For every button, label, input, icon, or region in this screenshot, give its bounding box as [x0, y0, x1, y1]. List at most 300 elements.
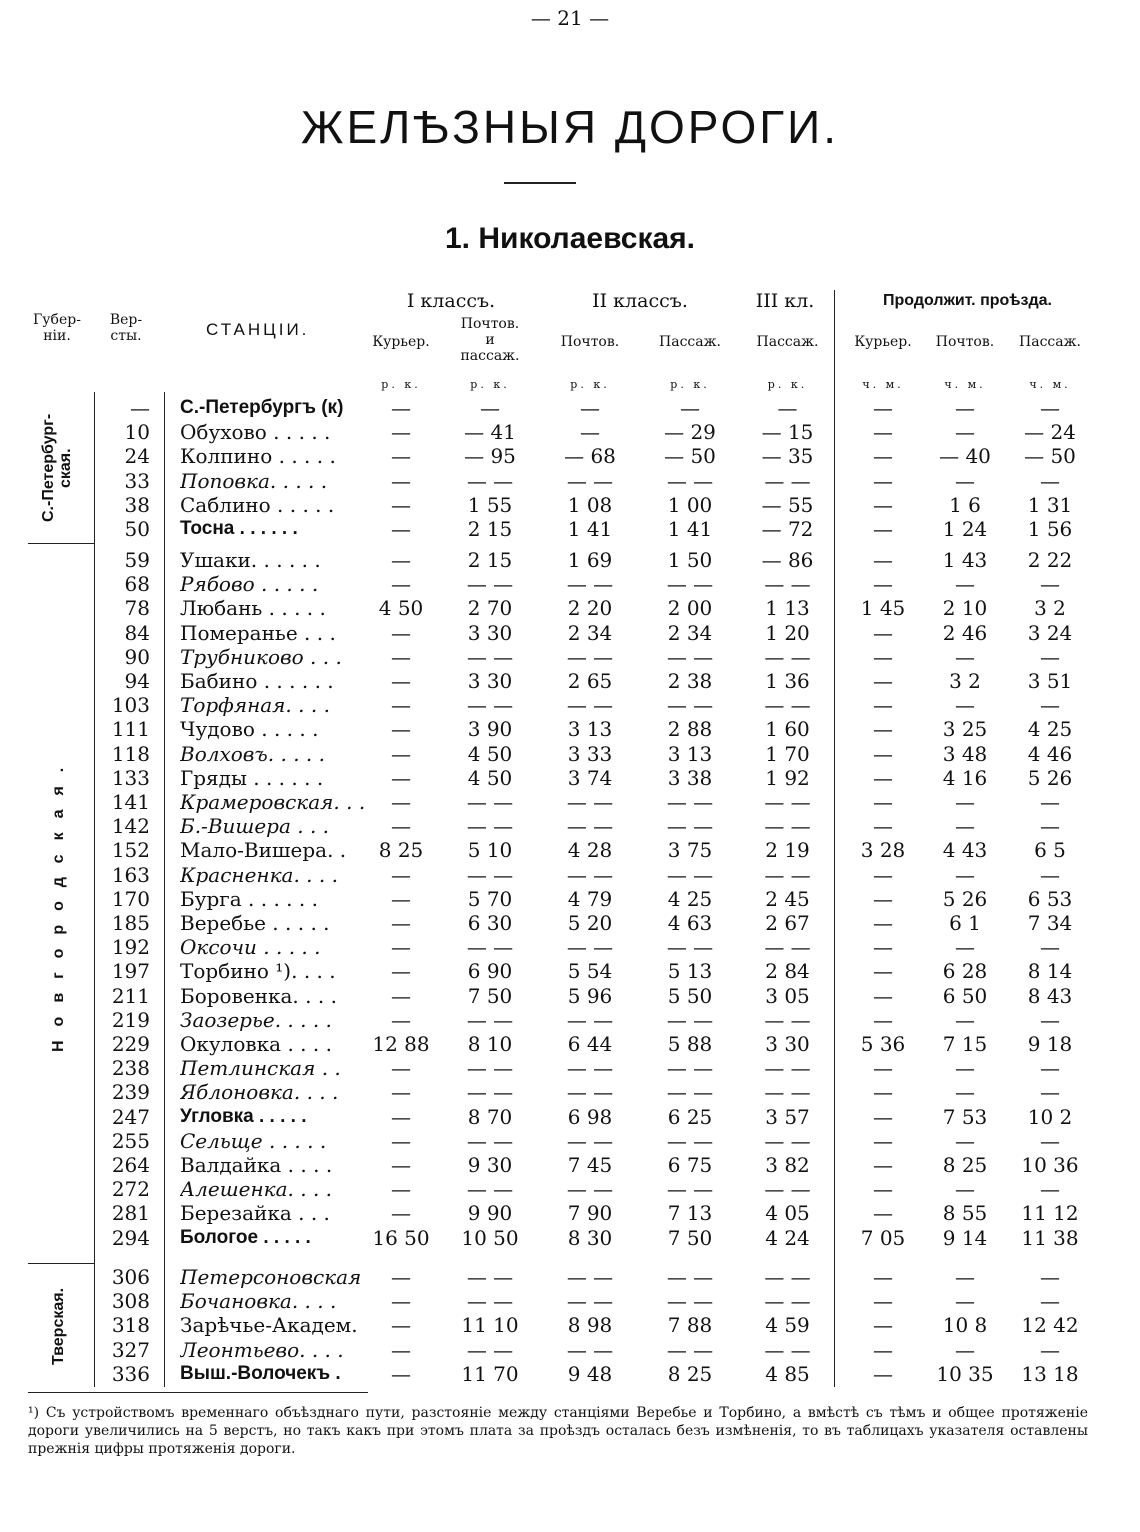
versty-value: 336	[111, 1361, 150, 1386]
station-name: Бабино . . . . . .	[180, 669, 334, 693]
header-passazh-3: Пассаж.	[756, 334, 819, 350]
kurier-1-value: 16 50	[372, 1225, 430, 1250]
footnote: ¹) Съ устройствомъ временнаго объѣзднаго пути, разстояніе между станціями Веребье и Торбино, а вмѣстѣ съ тѣмъ и общее протяженіе дороги увеличились на 5 верстъ, но такъ какъ при этомъ плата за проѣздъ осталась безъ измѣненія, то въ таблицахъ указателя оставлены прежнія цифры протяженія дороги.	[28, 1405, 1088, 1457]
passazh-3-value: 2 84	[765, 959, 810, 984]
kurier-1-value: —	[391, 517, 411, 541]
pochtov-2-value: 1 69	[567, 548, 613, 572]
passazh-3-value: — 35	[761, 444, 814, 469]
table-row	[0, 1129, 1140, 1153]
kurier-4-value: —	[873, 1104, 893, 1129]
station-name: Боровенка. . . .	[180, 983, 337, 1008]
passazh-2-value: 1 50	[667, 548, 713, 572]
passazh-3-value: — —	[764, 1056, 811, 1081]
passazh-3-value: — —	[764, 468, 811, 493]
kurier-1-value: —	[391, 548, 411, 572]
pochtov-4-value: —	[955, 644, 975, 669]
pochtov-passazh-1-value: 7 50	[467, 983, 513, 1008]
region-tver: Тверская.	[50, 1287, 67, 1365]
kurier-1-value: —	[391, 1289, 411, 1314]
header-kurier-4: Курьер.	[854, 334, 912, 350]
versty-value: 318	[111, 1313, 150, 1338]
kurier-1-value: —	[391, 862, 411, 887]
passazh-4-value: —	[1040, 935, 1060, 960]
table-row	[0, 517, 1140, 541]
pochtov-4-value: —	[955, 1007, 975, 1032]
passazh-3-value: — —	[764, 935, 811, 960]
kurier-4-value: —	[873, 1289, 893, 1314]
pochtov-2-value: 3 13	[567, 717, 613, 742]
passazh-3-value: — —	[764, 790, 811, 814]
table-row	[0, 396, 1140, 420]
station-name: Зарѣчье-Академ.	[180, 1313, 358, 1338]
passazh-3-value: 4 24	[765, 1225, 810, 1250]
pochtov-passazh-1-value: — —	[466, 814, 514, 839]
passazh-4-value: 4 25	[1027, 717, 1073, 742]
pochtov-2-value: 4 79	[567, 886, 613, 911]
table-row	[0, 959, 1140, 983]
pochtov-2-value: — —	[566, 644, 614, 669]
pochtov-2-value: — —	[566, 468, 614, 493]
passazh-3-value: — —	[764, 1080, 811, 1105]
pochtov-4-value: 5 26	[942, 886, 988, 911]
versty-value: 272	[111, 1177, 150, 1202]
passazh-4-value: —	[1040, 1080, 1060, 1105]
passazh-2-value: — —	[666, 935, 714, 960]
pochtov-2-value: 5 96	[567, 983, 613, 1008]
pochtov-4-value: —	[955, 1177, 975, 1202]
pochtov-4-value: —	[955, 468, 975, 493]
versty-value: 111	[111, 717, 150, 742]
kurier-4-value: —	[873, 886, 893, 911]
pochtov-passazh-1-value: 2 15	[467, 548, 513, 572]
station-name: Гряды . . . . . .	[180, 765, 324, 790]
table-row	[0, 911, 1140, 935]
pochtov-passazh-1-value: — —	[466, 1080, 514, 1105]
pochtov-passazh-1-value: — —	[466, 1056, 514, 1081]
pochtov-4-value: 9 14	[942, 1225, 988, 1250]
kurier-4-value: —	[873, 1056, 893, 1081]
pochtov-passazh-1-value: —	[480, 396, 500, 420]
kurier-1-value: —	[391, 717, 411, 742]
station-name: Угловка . . . . .	[180, 1105, 307, 1127]
passazh-2-value: — —	[666, 1056, 714, 1081]
passazh-2-value: 6 75	[667, 1153, 713, 1177]
table-row	[0, 1080, 1140, 1104]
kurier-4-value: —	[873, 862, 893, 887]
passazh-3-value: — 72	[761, 517, 814, 541]
station-name: Трубниково . . .	[180, 644, 342, 669]
pochtov-passazh-1-value: 8 70	[467, 1104, 513, 1129]
passazh-4-value: 11 12	[1021, 1201, 1079, 1226]
kurier-4-value: —	[873, 620, 893, 645]
header-class3: III кл.	[755, 290, 815, 312]
station-name: Ушаки. . . . . .	[180, 548, 321, 572]
kurier-1-value: —	[391, 620, 411, 645]
units-2: р. к.	[470, 378, 510, 391]
kurier-1-value: 8 25	[378, 838, 424, 863]
pochtov-passazh-1-value: — —	[466, 468, 514, 493]
table-row	[0, 493, 1140, 517]
pochtov-2-value: — —	[566, 1177, 614, 1202]
passazh-3-value: 1 13	[765, 596, 810, 621]
station-name: Оксочи . . . . .	[180, 935, 321, 960]
versty-value: 78	[124, 596, 150, 621]
table-row	[0, 420, 1140, 444]
passazh-3-value: 4 59	[765, 1313, 810, 1338]
passazh-3-value: — 15	[761, 420, 814, 445]
table-row	[0, 935, 1140, 959]
versty-value: 219	[111, 1007, 150, 1032]
station-name: Березайка . . .	[180, 1201, 330, 1226]
pochtov-4-value: 3 48	[942, 741, 988, 766]
passazh-3-value: 1 60	[765, 717, 810, 742]
kurier-1-value: 4 50	[378, 596, 424, 621]
station-name: Любань . . . . .	[180, 596, 326, 621]
station-name: Б.-Вишера . . .	[180, 814, 330, 839]
passazh-4-value: —	[1040, 693, 1060, 718]
pochtov-4-value: 8 55	[942, 1201, 988, 1226]
station-name: Волховъ. . . . .	[180, 741, 325, 766]
passazh-4-value: —	[1040, 572, 1060, 597]
region-spb: С.-Петербург- ская.	[40, 413, 74, 523]
passazh-2-value: 7 50	[667, 1225, 713, 1250]
pochtov-2-value: — —	[566, 1128, 614, 1153]
pochtov-2-value: — —	[566, 1080, 614, 1105]
pochtov-4-value: —	[955, 1289, 975, 1314]
pochtov-passazh-1-value: 4 50	[467, 765, 513, 790]
pochtov-2-value: —	[580, 420, 600, 445]
versty-value: 152	[111, 838, 150, 863]
passazh-2-value: 4 63	[667, 911, 713, 935]
versty-value: 118	[111, 741, 150, 766]
passazh-2-value: 3 75	[667, 838, 713, 863]
passazh-4-value: 10 36	[1021, 1153, 1079, 1177]
pochtov-2-value: 1 41	[567, 517, 613, 541]
station-name: Рябово . . . . .	[180, 572, 319, 597]
passazh-4-value: —	[1040, 814, 1060, 839]
passazh-4-value: 2 22	[1027, 548, 1073, 572]
passazh-4-value: —	[1040, 1128, 1060, 1153]
versty-value: 264	[111, 1153, 150, 1177]
kurier-4-value: —	[873, 911, 893, 935]
kurier-1-value: —	[391, 1104, 411, 1129]
passazh-4-value: —	[1040, 1007, 1060, 1032]
kurier-1-value: —	[391, 572, 411, 597]
pochtov-passazh-1-value: 6 30	[467, 911, 513, 935]
pochtov-passazh-1-value: — —	[466, 1007, 514, 1032]
pochtov-4-value: 7 53	[942, 1104, 988, 1129]
versty-value: 239	[111, 1080, 150, 1105]
station-name: Яблоновка. . . .	[180, 1080, 339, 1105]
pochtov-4-value: 4 16	[942, 765, 988, 790]
pochtov-4-value: —	[955, 1056, 975, 1081]
pochtov-4-value: —	[955, 1265, 975, 1289]
versty-value: 308	[111, 1289, 150, 1314]
kurier-1-value: —	[391, 444, 411, 469]
passazh-2-value: 1 41	[667, 517, 713, 541]
kurier-4-value: —	[873, 693, 893, 718]
versty-value: 133	[111, 765, 150, 790]
passazh-2-value: 3 38	[667, 765, 713, 790]
passazh-4-value: — 24	[1024, 420, 1076, 445]
pochtov-2-value: 3 74	[567, 765, 613, 790]
passazh-3-value: 4 05	[765, 1201, 810, 1226]
kurier-4-value: —	[873, 814, 893, 839]
units-8: ч. м.	[1029, 378, 1071, 391]
pochtov-4-value: 3 2	[949, 669, 981, 693]
pochtov-passazh-1-value: 4 50	[467, 741, 513, 766]
header-pochtov-4: Почтов.	[935, 334, 995, 350]
pochtov-passazh-1-value: 11 10	[461, 1313, 519, 1338]
table-row	[0, 742, 1140, 766]
passazh-3-value: — —	[764, 1128, 811, 1153]
pochtov-4-value: — 40	[939, 444, 991, 469]
pochtov-passazh-1-value: — —	[466, 935, 514, 960]
versty-value: 247	[111, 1104, 150, 1129]
versty-value: 33	[124, 468, 150, 493]
kurier-4-value: —	[873, 492, 893, 517]
passazh-4-value: —	[1040, 1337, 1060, 1362]
pochtov-passazh-1-value: — —	[466, 1337, 514, 1362]
passazh-3-value: 2 45	[765, 886, 810, 911]
versty-value: 103	[111, 693, 150, 718]
versty-value: 94	[124, 669, 150, 693]
passazh-2-value: — —	[666, 862, 714, 887]
station-name: Окуловка . . . .	[180, 1032, 332, 1056]
versty-value: 238	[111, 1056, 150, 1081]
kurier-1-value: —	[391, 396, 411, 420]
pochtov-2-value: — —	[566, 862, 614, 887]
pochtov-2-value: 7 90	[567, 1201, 613, 1226]
table-row	[0, 1265, 1140, 1289]
kurier-1-value: —	[391, 1177, 411, 1202]
kurier-1-value: —	[391, 886, 411, 911]
pochtov-2-value: 8 30	[567, 1225, 613, 1250]
station-name: Торфяная. . . .	[180, 693, 330, 718]
pochtov-passazh-1-value: — 41	[464, 420, 516, 445]
kurier-1-value: —	[391, 644, 411, 669]
pochtov-4-value: —	[955, 572, 975, 597]
passazh-2-value: — —	[666, 1177, 714, 1202]
header-duration: Продолжит. проѣзда.	[883, 292, 1052, 309]
region-divider-2	[28, 1263, 94, 1264]
passazh-2-value: 2 00	[667, 596, 713, 621]
passazh-3-value: — 55	[761, 492, 814, 517]
versty-value: 255	[111, 1128, 150, 1153]
passazh-4-value: 1 31	[1027, 492, 1073, 517]
versty-value: 192	[111, 935, 150, 960]
table-row	[0, 1153, 1140, 1177]
passazh-3-value: — —	[764, 1007, 811, 1032]
passazh-3-value: — —	[764, 1177, 811, 1202]
pochtov-2-value: —	[580, 396, 600, 420]
table-row	[0, 838, 1140, 862]
passazh-4-value: —	[1040, 1056, 1060, 1081]
pochtov-2-value: — —	[566, 572, 614, 597]
kurier-1-value: —	[391, 420, 411, 445]
passazh-3-value: 1 92	[765, 765, 810, 790]
pochtov-passazh-1-value: 5 70	[467, 886, 513, 911]
table-row	[0, 1032, 1140, 1056]
passazh-2-value: 1 00	[667, 492, 713, 517]
passazh-3-value: 3 05	[765, 983, 810, 1008]
passazh-2-value: —	[680, 396, 700, 420]
pochtov-2-value: 2 65	[567, 669, 613, 693]
kurier-1-value: —	[391, 1080, 411, 1105]
pochtov-2-value: — 68	[564, 444, 616, 469]
passazh-2-value: — —	[666, 572, 714, 597]
versty-value: 142	[111, 814, 150, 839]
header-class1: I классъ.	[406, 290, 496, 312]
pochtov-4-value: 6 28	[942, 959, 988, 984]
units-4: р. к.	[670, 378, 710, 391]
versty-value: 50	[124, 517, 150, 541]
kurier-4-value: 7 05	[860, 1225, 906, 1250]
versty-value: 84	[124, 620, 150, 645]
table-row	[0, 1105, 1140, 1129]
kurier-1-value: —	[391, 1313, 411, 1338]
section-title: 1. Николаевская.	[444, 222, 695, 255]
pochtov-passazh-1-value: 11 70	[461, 1361, 519, 1386]
table-row	[0, 1313, 1140, 1337]
passazh-4-value: —	[1040, 790, 1060, 814]
passazh-3-value: — 86	[761, 548, 814, 572]
passazh-3-value: 1 20	[765, 620, 810, 645]
page-title: ЖЕЛѢЗНЫЯ ДОРОГИ.	[301, 101, 839, 153]
pochtov-passazh-1-value: 6 90	[467, 959, 513, 984]
region-divider-1	[28, 543, 94, 544]
kurier-1-value: —	[391, 492, 411, 517]
versty-value: 185	[111, 911, 150, 935]
pochtov-passazh-1-value: 8 10	[467, 1032, 513, 1056]
table-row	[0, 1226, 1140, 1250]
kurier-1-value: —	[391, 1361, 411, 1386]
kurier-4-value: 5 36	[860, 1032, 906, 1056]
pochtov-2-value: 5 20	[567, 911, 613, 935]
versty-value: 197	[111, 959, 150, 984]
station-name: Веребье . . . . .	[180, 911, 330, 935]
header-passazh-4: Пассаж.	[1019, 334, 1081, 350]
pochtov-passazh-1-value: — —	[466, 693, 514, 718]
pochtov-4-value: 4 43	[942, 838, 988, 863]
station-name: Выш.-Волочекъ .	[180, 1362, 341, 1384]
pochtov-2-value: 6 44	[567, 1032, 613, 1056]
kurier-4-value: —	[873, 1177, 893, 1202]
passazh-3-value: — —	[764, 1337, 811, 1362]
pochtov-4-value: 1 24	[942, 517, 988, 541]
kurier-1-value: —	[391, 1337, 411, 1362]
passazh-4-value: 11 38	[1021, 1225, 1079, 1250]
kurier-1-value: —	[391, 983, 411, 1008]
passazh-4-value: 7 34	[1027, 911, 1073, 935]
passazh-3-value: 3 57	[765, 1104, 810, 1129]
table-row	[0, 693, 1140, 717]
station-name: Померанье . . .	[180, 620, 336, 645]
passazh-4-value: 12 42	[1021, 1313, 1079, 1338]
passazh-2-value: 7 13	[667, 1201, 713, 1226]
versty-value: 306	[111, 1265, 150, 1289]
station-name: Саблино . . . . .	[180, 492, 335, 517]
pochtov-2-value: 9 48	[567, 1361, 613, 1386]
versty-value: 68	[124, 572, 150, 597]
pochtov-4-value: —	[955, 814, 975, 839]
kurier-4-value: —	[873, 548, 893, 572]
pochtov-passazh-1-value: 2 70	[467, 596, 513, 621]
passazh-4-value: 5 26	[1027, 765, 1073, 790]
pochtov-4-value: —	[955, 396, 975, 420]
passazh-4-value: 3 51	[1027, 669, 1073, 693]
kurier-4-value: —	[873, 517, 893, 541]
station-name: Колпино . . . . .	[180, 444, 336, 469]
pochtov-2-value: 7 45	[567, 1153, 613, 1177]
passazh-2-value: — —	[666, 1289, 714, 1314]
units-7: ч. м.	[944, 378, 986, 391]
kurier-4-value: —	[873, 1080, 893, 1105]
table-row	[0, 596, 1140, 620]
pochtov-4-value: —	[955, 862, 975, 887]
pochtov-passazh-1-value: — —	[466, 572, 514, 597]
header-passazh-2: Пассаж.	[659, 334, 721, 350]
passazh-2-value: — —	[666, 790, 714, 814]
passazh-2-value: 4 25	[667, 886, 713, 911]
region-novgorod: Новгородская.	[50, 753, 67, 1053]
pochtov-passazh-1-value: — —	[466, 1265, 514, 1289]
pochtov-2-value: — —	[566, 1337, 614, 1362]
station-name: Крамеровская. . .	[180, 790, 365, 814]
pochtov-2-value: — —	[566, 935, 614, 960]
pochtov-4-value: —	[955, 420, 975, 445]
passazh-3-value: — —	[764, 572, 811, 597]
passazh-3-value: — —	[764, 1265, 811, 1289]
title-divider	[504, 182, 576, 184]
kurier-4-value: —	[873, 1007, 893, 1032]
versty-value: —	[130, 396, 150, 420]
station-name: Бурга . . . . . .	[180, 886, 318, 911]
kurier-1-value: —	[391, 959, 411, 984]
header-pochtov-passazh-1: Почтов. и пассаж.	[460, 316, 520, 364]
pochtov-passazh-1-value: — —	[466, 862, 514, 887]
kurier-4-value: —	[873, 444, 893, 469]
kurier-1-value: —	[391, 468, 411, 493]
units-6: ч. м.	[862, 378, 904, 391]
kurier-4-value: —	[873, 935, 893, 960]
pochtov-2-value: 5 54	[567, 959, 613, 984]
kurier-4-value: —	[873, 1201, 893, 1226]
kurier-1-value: —	[391, 1056, 411, 1081]
table-row	[0, 669, 1140, 693]
pochtov-4-value: 1 6	[949, 492, 981, 517]
table-row	[0, 1056, 1140, 1080]
passazh-2-value: — 50	[664, 444, 716, 469]
header-gubernii: Губер- ніи.	[33, 312, 81, 344]
kurier-4-value: —	[873, 959, 893, 984]
table-row	[0, 984, 1140, 1008]
table-row	[0, 444, 1140, 468]
station-name: Бологое . . . . .	[180, 1226, 311, 1248]
passazh-2-value: — —	[666, 1080, 714, 1105]
table-row	[0, 863, 1140, 887]
passazh-4-value: 6 53	[1027, 886, 1073, 911]
pochtov-2-value: — —	[566, 814, 614, 839]
passazh-2-value: — —	[666, 644, 714, 669]
pochtov-4-value: 1 43	[942, 548, 988, 572]
pochtov-2-value: 2 20	[567, 596, 613, 621]
table-row	[0, 469, 1140, 493]
passazh-2-value: — 29	[664, 420, 716, 445]
table-row	[0, 1362, 1140, 1386]
passazh-2-value: 2 88	[667, 717, 713, 742]
table-row	[0, 790, 1140, 814]
